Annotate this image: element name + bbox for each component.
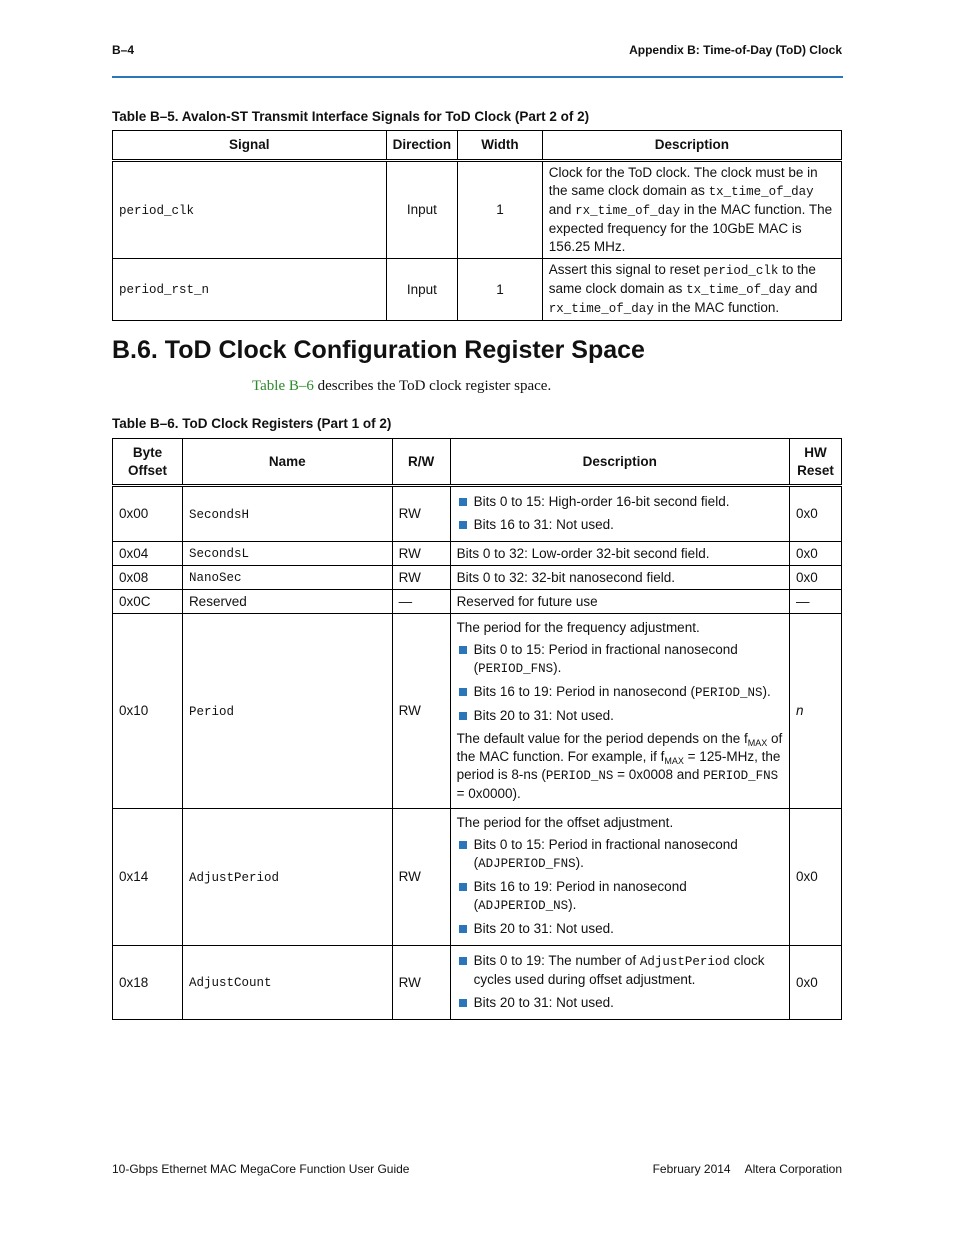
bullet-icon	[459, 688, 467, 696]
col-header-description: Description	[542, 131, 841, 161]
table-b5-caption: Table B–5. Avalon-ST Transmit Interface Signals for ToD Clock (Part 2 of 2)	[112, 109, 590, 124]
section-title: B.6. ToD Clock Configuration Register Space	[112, 336, 645, 364]
table-row	[113, 259, 842, 321]
col-header-description: Description	[450, 439, 789, 486]
register-reset: 0x0	[789, 486, 841, 542]
register-name: NanoSec	[182, 566, 392, 590]
register-name: AdjustPeriod	[182, 809, 392, 946]
col-header-signal: Signal	[113, 131, 387, 161]
register-description: The period for the offset adjustment. Bits 0 to 15: Period in fractional nanosecond (ADJPERIOD_FNS). Bits 16 to 19: Period in nanosecond (ADJPERIOD_NS). Bits 20 to 31: Not used.	[450, 809, 789, 946]
register-rw: RW	[392, 566, 450, 590]
register-rw: RW	[392, 946, 450, 1020]
bullet-icon	[459, 883, 467, 891]
section-intro: Table B–6 describes the ToD clock register space.	[252, 378, 552, 394]
col-header-rw: R/W	[392, 439, 450, 486]
register-rw: RW	[392, 486, 450, 542]
register-offset: 0x08	[113, 566, 183, 590]
page-number: B–4	[112, 43, 135, 57]
footer-date: February 2014	[652, 1162, 731, 1176]
col-header-byte-offset: Byte Offset	[113, 439, 183, 486]
signal-name: period_rst_n	[113, 259, 387, 321]
table-row	[113, 946, 842, 1020]
register-offset: 0x00	[113, 486, 183, 542]
register-description: The period for the frequency adjustment. Bits 0 to 15: Period in fractional nanosecond (PERIOD_FNS). Bits 16 to 19: Period in nanosecond (PERIOD_NS). Bits 20 to 31: Not used. The default value for the period depends on the $f_{MAX}$ of the MAC function. For example, if $f_{MAX} = 125-MHz$, the period is 8-ns (PERIOD_NS = 0x0008 and PERIOD_FNS = 0x0000).	[450, 614, 789, 809]
register-reset: 0x0	[789, 566, 841, 590]
register-offset: 0x0C	[113, 590, 183, 614]
register-name: Reserved	[182, 590, 392, 614]
col-header-name: Name	[182, 439, 392, 486]
register-description: Bits 0 to 32: Low-order 32-bit second field.	[450, 542, 789, 566]
signal-direction: Input	[386, 161, 458, 259]
table-b6-caption: Table B–6. ToD Clock Registers (Part 1 of 2)	[112, 416, 392, 431]
signal-width: 1	[458, 161, 543, 259]
signal-description: Assert this signal to reset period_clk to the same clock domain as tx_time_of_day and rx_time_of_day in the MAC function.	[542, 259, 841, 321]
register-name: AdjustCount	[182, 946, 392, 1020]
register-name: SecondsL	[182, 542, 392, 566]
register-description: Reserved for future use	[450, 590, 789, 614]
register-name: SecondsH	[182, 486, 392, 542]
col-header-width: Width	[458, 131, 543, 161]
signal-name: period_clk	[113, 161, 387, 259]
table-row	[113, 542, 842, 566]
bullet-icon	[459, 957, 467, 965]
table-row	[113, 566, 842, 590]
header-rule	[112, 76, 843, 78]
register-reset: 0x0	[789, 542, 841, 566]
table-b6	[112, 438, 842, 1020]
bullet-icon	[459, 712, 467, 720]
signal-description: Clock for the ToD clock. The clock must be in the same clock domain as tx_time_of_day and rx_time_of_day in the MAC function. The expected frequency for the 10GbE MAC is 156.25 MHz.	[542, 161, 841, 259]
bullet-icon	[459, 521, 467, 529]
signal-width: 1	[458, 259, 543, 321]
col-header-hw-reset: HW Reset	[789, 439, 841, 486]
bullet-icon	[459, 646, 467, 654]
signal-direction: Input	[386, 259, 458, 321]
bullet-icon	[459, 925, 467, 933]
register-reset: —	[789, 590, 841, 614]
register-description: Bits 0 to 32: 32-bit nanosecond field.	[450, 566, 789, 590]
bullet-icon	[459, 999, 467, 1007]
register-rw: RW	[392, 542, 450, 566]
register-rw: —	[392, 590, 450, 614]
register-description: Bits 0 to 15: High-order 16-bit second field. Bits 16 to 31: Not used.	[450, 486, 789, 542]
register-rw: RW	[392, 809, 450, 946]
table-row	[113, 614, 842, 809]
register-offset: 0x14	[113, 809, 183, 946]
chapter-title: Appendix B: Time-of-Day (ToD) Clock	[629, 43, 842, 57]
table-b6-link[interactable]: Table B–6	[252, 378, 314, 394]
register-offset: 0x04	[113, 542, 183, 566]
table-row	[113, 161, 842, 259]
register-offset: 0x18	[113, 946, 183, 1020]
register-name: Period	[182, 614, 392, 809]
bullet-icon	[459, 498, 467, 506]
register-rw: RW	[392, 614, 450, 809]
col-header-direction: Direction	[386, 131, 458, 161]
table-b5	[112, 130, 842, 321]
footer-guide-title: 10-Gbps Ethernet MAC MegaCore Function User Guide	[112, 1162, 410, 1176]
table-row	[113, 590, 842, 614]
table-row	[113, 809, 842, 946]
register-offset: 0x10	[113, 614, 183, 809]
table-row	[113, 486, 842, 542]
footer-company: Altera Corporation	[744, 1162, 842, 1176]
register-reset: n	[789, 614, 841, 809]
footer-right	[653, 1162, 842, 1176]
bullet-icon	[459, 841, 467, 849]
register-description: Bits 0 to 19: The number of AdjustPeriod clock cycles used during offset adjustment. Bits 20 to 31: Not used.	[450, 946, 789, 1020]
register-reset: 0x0	[789, 809, 841, 946]
register-reset: 0x0	[789, 946, 841, 1020]
